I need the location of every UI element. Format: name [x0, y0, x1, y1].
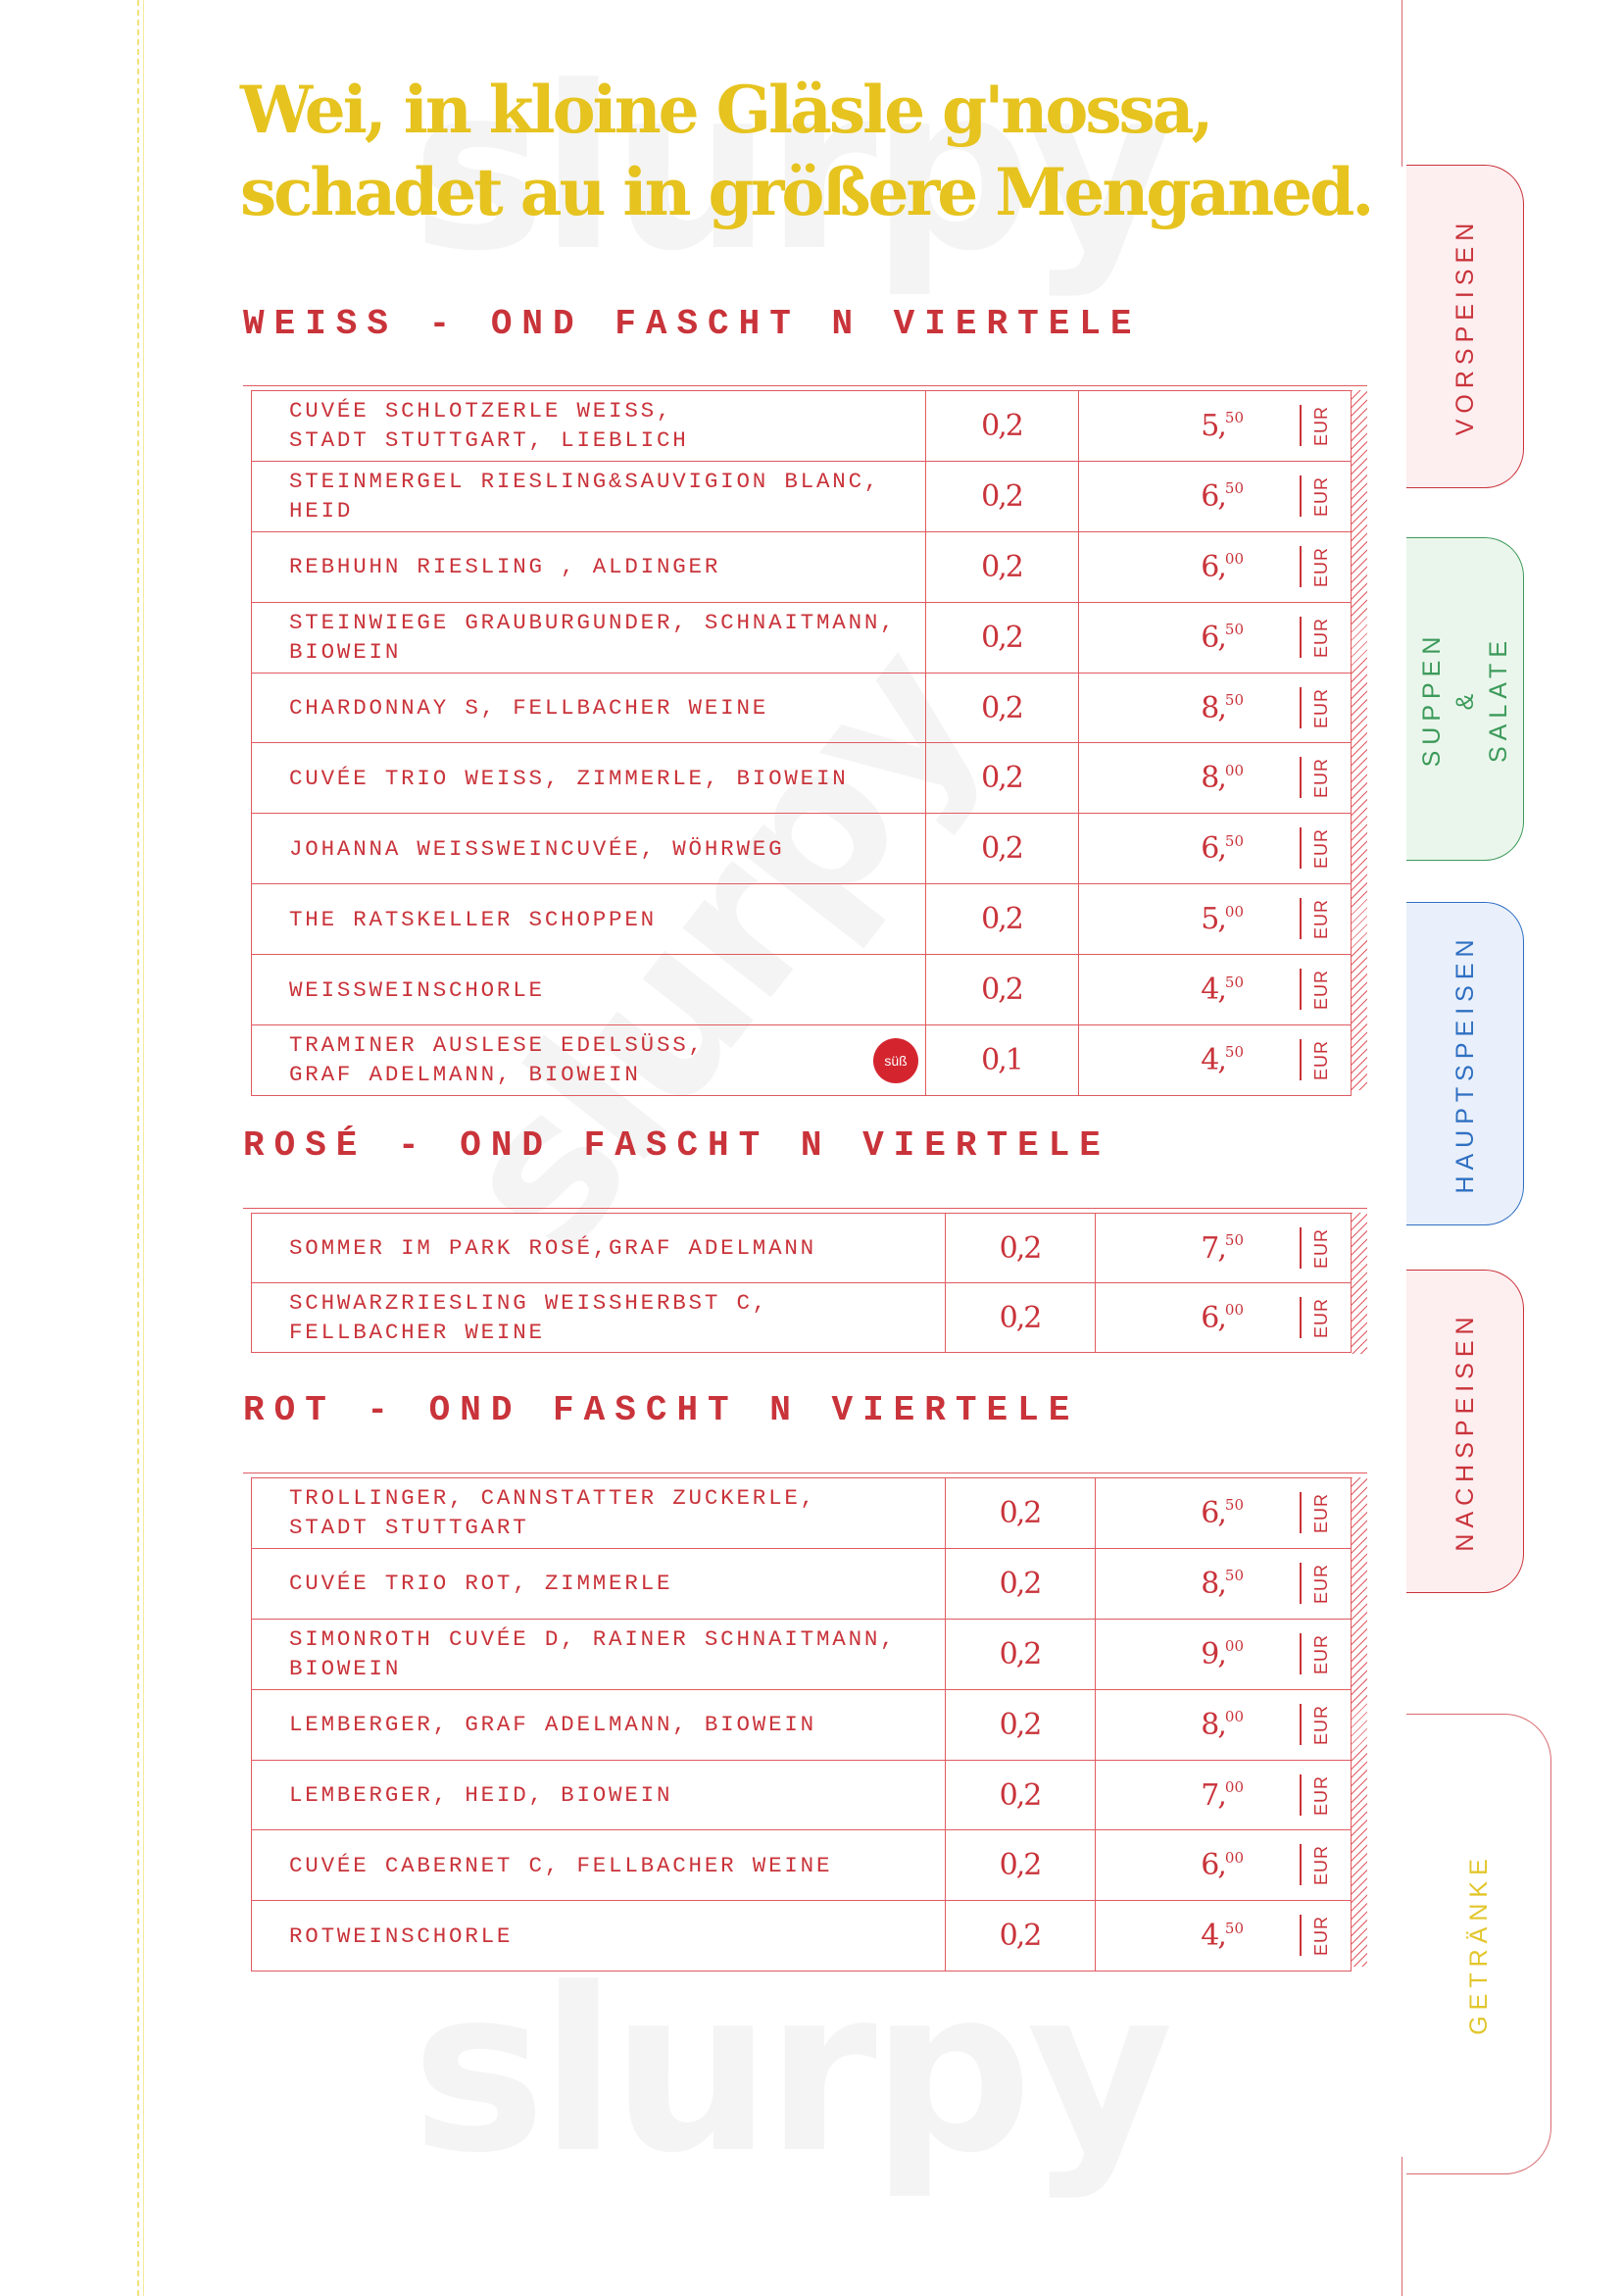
tab-hauptspeisen[interactable]	[1406, 902, 1524, 1225]
watermark-bottom	[412, 1941, 1167, 2203]
wine-row	[252, 602, 1351, 673]
price-main: 4,	[1201, 1042, 1225, 1077]
wine-row	[252, 1548, 1351, 1619]
binding-dashed-line	[137, 0, 139, 2296]
price-decimals: 00	[1224, 902, 1244, 921]
wine-name: LEMBERGER, HEID, BIOWEIN	[289, 1782, 673, 1808]
currency-divider	[1300, 617, 1302, 658]
currency-divider	[1300, 1227, 1302, 1269]
currency-text: EUR	[1310, 1563, 1331, 1604]
wine-volume: 0,2	[999, 1707, 1041, 1742]
currency-divider	[1300, 687, 1302, 728]
wine-table-weiss	[243, 385, 1367, 1090]
price-main: 6,	[1201, 831, 1225, 867]
wine-row	[252, 1760, 1351, 1830]
wine-name: CUVÉE CABERNET C, FELLBACHER WEINE	[289, 1852, 833, 1878]
currency-divider	[1300, 827, 1302, 869]
tab-suppen-salate-label: SUPPEN & SALATE	[1417, 630, 1512, 768]
currency-text: EUR	[1310, 617, 1331, 658]
currency-text: EUR	[1310, 1297, 1331, 1338]
wine-name: ROTWEINSCHORLE	[289, 1922, 514, 1949]
currency-text: EUR	[1310, 687, 1331, 728]
price-main: 6,	[1201, 478, 1225, 514]
table-body	[251, 1477, 1352, 1972]
wine-table-rot	[243, 1472, 1367, 1967]
price-decimals: 50	[1224, 691, 1244, 709]
wine-row	[252, 1689, 1351, 1760]
price-main: 8,	[1201, 1566, 1225, 1601]
currency-label	[1304, 1025, 1338, 1095]
wine-name: CUVÉE SCHLOTZERLE WEISS, STADT STUTTGART, LIEBLICH	[289, 398, 689, 454]
wine-name: LEMBERGER, GRAF ADELMANN, BIOWEIN	[289, 1712, 816, 1738]
wine-volume: 0,2	[999, 1230, 1041, 1266]
currency-label	[1304, 1214, 1338, 1282]
wine-row	[252, 1477, 1351, 1548]
wine-row	[252, 1619, 1351, 1689]
currency-label	[1304, 1761, 1338, 1830]
wine-price	[1095, 1549, 1244, 1619]
currency-label	[1304, 1830, 1338, 1900]
price-decimals: 50	[1224, 1919, 1244, 1937]
price-main: 8,	[1201, 690, 1225, 725]
currency-divider	[1300, 1704, 1302, 1745]
price-decimals: 50	[1224, 831, 1244, 850]
wine-name: SCHWARZRIESLING WEISSHERBST C, FELLBACHER WEINE	[289, 1290, 769, 1345]
currency-label	[1304, 674, 1338, 743]
price-decimals: 50	[1224, 1496, 1244, 1515]
wine-name: WEISSWEINSCHORLE	[289, 976, 545, 1003]
wine-price	[1095, 1283, 1244, 1352]
wine-price	[1095, 1620, 1244, 1689]
currency-label	[1304, 1549, 1338, 1619]
price-decimals: 50	[1224, 973, 1244, 991]
currency-text: EUR	[1310, 405, 1331, 446]
currency-label	[1304, 743, 1338, 813]
price-main: 6,	[1201, 1495, 1225, 1530]
price-main: 9,	[1201, 1636, 1225, 1672]
currency-label	[1304, 603, 1338, 673]
price-main: 6,	[1201, 1300, 1225, 1335]
price-main: 8,	[1201, 1707, 1225, 1742]
wine-volume: 0,2	[999, 1495, 1041, 1530]
headline-line-1: Wei, in kloine Gläsle g'nossa,	[240, 72, 1211, 148]
price-main: 5,	[1201, 902, 1225, 937]
wine-name: SIMONROTH CUVÉE D, RAINER SCHNAITMANN, BIOWEIN	[289, 1626, 897, 1682]
tab-vorspeisen-label: VORSPEISEN	[1451, 217, 1479, 436]
wine-price	[1095, 1478, 1244, 1548]
price-decimals: 00	[1224, 761, 1244, 779]
currency-divider	[1300, 1492, 1302, 1533]
price-decimals: 50	[1224, 621, 1244, 639]
price-decimals: 00	[1224, 1778, 1244, 1796]
wine-volume: 0,2	[999, 1777, 1041, 1813]
wine-volume: 0,2	[981, 902, 1022, 937]
price-decimals: 50	[1224, 1043, 1244, 1062]
wine-row	[252, 1282, 1351, 1353]
wine-price	[1095, 1830, 1244, 1900]
wine-name: THE RATSKELLER SCHOPPEN	[289, 906, 657, 932]
price-decimals: 00	[1224, 1708, 1244, 1726]
wine-price	[1078, 462, 1244, 531]
wine-volume: 0,2	[981, 408, 1022, 443]
currency-divider	[1300, 1633, 1302, 1674]
wine-name: STEINMERGEL RIESLING&SAUVIGION BLANC, HEID	[289, 469, 881, 524]
wine-row	[252, 883, 1351, 954]
wine-price	[1078, 532, 1244, 602]
wine-name: TROLLINGER, CANNSTATTER ZUCKERLE, STADT STUTTGART	[289, 1485, 816, 1541]
currency-divider	[1300, 475, 1302, 517]
wine-row	[252, 461, 1351, 531]
currency-text: EUR	[1310, 758, 1331, 799]
tab-getraenke-label: GETRÄNKE	[1464, 1853, 1493, 2035]
price-main: 4,	[1201, 973, 1225, 1008]
wine-row	[252, 1829, 1351, 1900]
wine-name: CUVÉE TRIO ROT, ZIMMERLE	[289, 1571, 673, 1597]
currency-text: EUR	[1310, 546, 1331, 587]
currency-divider	[1300, 757, 1302, 798]
currency-label	[1304, 1283, 1338, 1352]
wine-row	[252, 813, 1351, 883]
wine-volume: 0,1	[981, 1042, 1022, 1077]
table-hatch-edge	[1352, 1213, 1367, 1354]
currency-divider	[1300, 546, 1302, 587]
wine-volume: 0,2	[981, 761, 1022, 796]
wine-price	[1095, 1901, 1244, 1971]
table-hatch-edge	[1352, 390, 1367, 1090]
tab-suppen-salate[interactable]	[1406, 537, 1524, 861]
section-title-rot: ROT - OND FASCHT N VIERTELE	[243, 1390, 1080, 1430]
currency-text: EUR	[1310, 1704, 1331, 1745]
wine-price	[1078, 674, 1244, 743]
currency-text: EUR	[1310, 828, 1331, 870]
wine-name: CUVÉE TRIO WEISS, ZIMMERLE, BIOWEIN	[289, 765, 849, 791]
wine-price	[1095, 1690, 1244, 1760]
table-body	[251, 390, 1352, 1096]
currency-divider	[1300, 1039, 1302, 1080]
wine-name: REBHUHN RIESLING , ALDINGER	[289, 554, 721, 580]
currency-divider	[1300, 405, 1302, 446]
currency-label	[1304, 462, 1338, 531]
tab-nachspeisen-label: NACHSPEISEN	[1451, 1311, 1479, 1552]
currency-text: EUR	[1310, 1492, 1331, 1533]
wine-price	[1078, 955, 1244, 1024]
currency-divider	[1300, 1915, 1302, 1956]
currency-text: EUR	[1310, 1227, 1331, 1269]
currency-divider	[1300, 969, 1302, 1010]
wine-price	[1078, 814, 1244, 883]
currency-text: EUR	[1310, 1633, 1331, 1674]
wine-name: CHARDONNAY S, FELLBACHER WEINE	[289, 695, 769, 721]
currency-divider	[1300, 1563, 1302, 1604]
wine-volume: 0,2	[999, 1636, 1041, 1672]
tab-vorspeisen[interactable]	[1406, 165, 1524, 488]
currency-label	[1304, 532, 1338, 602]
wine-name: TRAMINER AUSLESE EDELSÜSS, GRAF ADELMANN, BIOWEIN	[289, 1032, 705, 1088]
currency-text: EUR	[1310, 475, 1331, 517]
wine-price	[1078, 603, 1244, 673]
currency-label	[1304, 1690, 1338, 1760]
currency-text: EUR	[1310, 1845, 1331, 1886]
price-main: 6,	[1201, 549, 1225, 584]
wine-row	[252, 1024, 1351, 1096]
section-title-weiss: WEISS - OND FASCHT N VIERTELE	[243, 304, 1142, 344]
wine-row	[252, 742, 1351, 813]
headline-line-2: schadet au in größere Menganed.	[240, 154, 1372, 230]
suess-badge: süß	[876, 1041, 915, 1080]
tab-hauptspeisen-label: HAUPTSPEISEN	[1451, 933, 1479, 1194]
price-decimals: 50	[1224, 409, 1244, 427]
price-main: 7,	[1201, 1230, 1225, 1266]
section-title-rose: ROSÉ - OND FASCHT N VIERTELE	[243, 1125, 1110, 1166]
wine-price	[1078, 1025, 1244, 1095]
wine-price	[1078, 391, 1244, 461]
price-decimals: 50	[1224, 479, 1244, 498]
table-body	[251, 1213, 1352, 1353]
wine-volume: 0,2	[981, 549, 1022, 584]
wine-row	[252, 673, 1351, 743]
binding-line	[143, 0, 144, 2296]
currency-label	[1304, 884, 1338, 954]
currency-text: EUR	[1310, 1774, 1331, 1816]
price-decimals: 00	[1224, 1301, 1244, 1319]
price-main: 7,	[1201, 1777, 1225, 1813]
wine-volume: 0,2	[981, 690, 1022, 725]
wine-volume: 0,2	[981, 831, 1022, 867]
currency-divider	[1300, 1844, 1302, 1885]
wine-table-rose	[243, 1208, 1367, 1354]
currency-label	[1304, 814, 1338, 883]
price-main: 5,	[1201, 408, 1225, 443]
currency-label	[1304, 1901, 1338, 1971]
wine-name: JOHANNA WEISSWEINCUVÉE, WÖHRWEG	[289, 835, 785, 862]
price-decimals: 50	[1224, 1231, 1244, 1249]
wine-volume: 0,2	[999, 1919, 1041, 1954]
currency-label	[1304, 955, 1338, 1024]
wine-price	[1095, 1214, 1244, 1282]
wine-price	[1095, 1761, 1244, 1830]
tab-getraenke[interactable]	[1406, 1714, 1551, 2174]
wine-row	[252, 390, 1351, 461]
wine-price	[1078, 884, 1244, 954]
wine-volume: 0,2	[981, 620, 1022, 655]
currency-label	[1304, 391, 1338, 461]
price-decimals: 00	[1224, 550, 1244, 569]
menu-headline	[240, 69, 1372, 233]
wine-volume: 0,2	[999, 1566, 1041, 1601]
price-main: 6,	[1201, 1848, 1225, 1883]
currency-divider	[1300, 1297, 1302, 1338]
currency-label	[1304, 1478, 1338, 1548]
wine-volume: 0,2	[981, 478, 1022, 514]
price-decimals: 00	[1224, 1848, 1244, 1867]
price-decimals: 00	[1224, 1637, 1244, 1656]
price-decimals: 50	[1224, 1567, 1244, 1585]
wine-name: STEINWIEGE GRAUBURGUNDER, SCHNAITMANN, BIOWEIN	[289, 610, 897, 666]
price-main: 8,	[1201, 761, 1225, 796]
wine-volume: 0,2	[999, 1848, 1041, 1883]
price-main: 6,	[1201, 620, 1225, 655]
wine-row	[252, 954, 1351, 1024]
wine-volume: 0,2	[999, 1300, 1041, 1335]
wine-row	[252, 531, 1351, 602]
table-hatch-edge	[1352, 1477, 1367, 1967]
tab-nachspeisen[interactable]	[1406, 1270, 1524, 1593]
wine-volume: 0,2	[981, 973, 1022, 1008]
currency-text: EUR	[1310, 970, 1331, 1011]
currency-divider	[1300, 1774, 1302, 1816]
wine-row	[252, 1900, 1351, 1972]
currency-text: EUR	[1310, 1916, 1331, 1957]
price-main: 4,	[1201, 1919, 1225, 1954]
wine-name: SOMMER IM PARK ROSÉ,GRAF ADELMANN	[289, 1235, 816, 1261]
wine-price	[1078, 743, 1244, 813]
currency-text: EUR	[1310, 899, 1331, 940]
currency-divider	[1300, 898, 1302, 939]
currency-text: EUR	[1310, 1039, 1331, 1080]
wine-row	[252, 1213, 1351, 1282]
currency-label	[1304, 1620, 1338, 1689]
